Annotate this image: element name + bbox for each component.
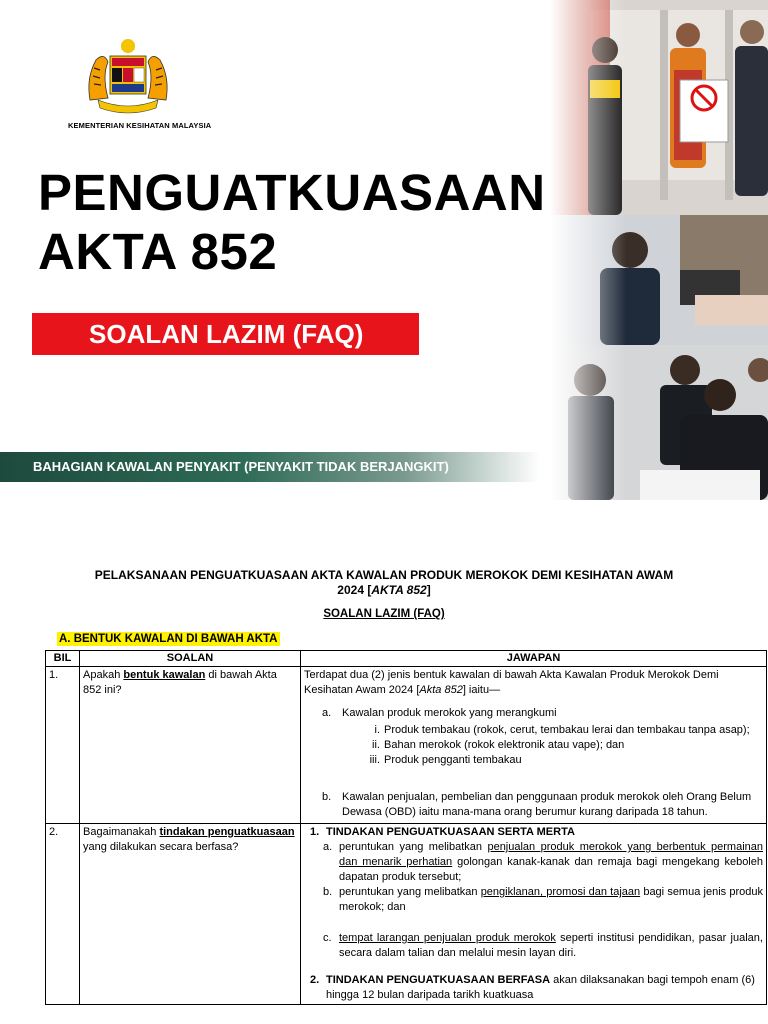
bil-cell: 1.: [46, 667, 80, 824]
list-keyword: tempat larangan penjualan produk merokok: [339, 932, 556, 944]
list-keyword: penjualan produk merokok yang berbentuk permainan dan menarik perhatian: [339, 841, 763, 868]
heading-text: TINDAKAN PENGUATKUASAAN SERTA MERTA: [326, 826, 575, 838]
question-text: Bagaimanakah: [83, 826, 160, 838]
list-marker: b.: [322, 791, 332, 803]
list-marker: i.: [374, 724, 380, 736]
act-name: Akta 852: [419, 684, 463, 696]
cover-title-line1: PENGUATKUASAAN: [38, 164, 546, 221]
answer-text: ] iaitu—: [462, 684, 501, 696]
list-item: [304, 840, 763, 885]
list-text: Produk tembakau (rokok, cerut, tembakau lerai dan tembakau tanpa asap);: [384, 724, 750, 736]
list-marker: iii.: [369, 754, 380, 766]
cover-section: [0, 0, 768, 500]
faq-banner: SOALAN LAZIM (FAQ): [32, 313, 419, 355]
answer-heading: [304, 825, 763, 840]
answer-heading: [304, 973, 763, 1003]
list-text: peruntukan yang melibatkan: [339, 886, 481, 898]
document-title: [40, 568, 728, 598]
question-text: Apakah: [83, 669, 124, 681]
crest-icon: [80, 38, 176, 116]
list-item: [304, 738, 763, 753]
heading-text: TINDAKAN PENGUATKUASAAN BERFASA: [326, 974, 551, 986]
answer-cell: [301, 667, 767, 824]
list-item: [304, 931, 763, 961]
answer-text: Terdapat dua (2) jenis bentuk kawalan di bawah Akta Kawalan Produk Merokok Demi Kesihatan Awam 2024 [: [304, 669, 719, 696]
list-marker: b.: [323, 886, 333, 898]
photo-collage: [530, 0, 768, 500]
list-item: [304, 723, 763, 738]
question-text: yang dilakukan secara berfasa?: [83, 841, 239, 853]
section-heading: A. BENTUK KAWALAN DI BAWAH AKTA: [59, 633, 278, 645]
list-item: [304, 885, 763, 915]
question-keyword: tindakan penguatkuasaan: [159, 826, 295, 838]
document-title-line2-post: ]: [426, 583, 431, 597]
bil-cell: 2.: [46, 824, 80, 1005]
list-item: [304, 706, 763, 721]
header-jawapan: JAWAPAN: [301, 651, 767, 667]
list-text: seperti institusi pendidikan, pasar jualan, secara dalam talian dan melalui mesin layan diri.: [339, 932, 763, 959]
table-row: [46, 667, 767, 824]
list-marker: a.: [323, 841, 333, 853]
table-header-row: [46, 651, 767, 667]
list-item: [304, 753, 763, 768]
list-keyword: pengiklanan, promosi dan tajaan: [480, 886, 641, 898]
list-text: peruntukan yang melibatkan: [339, 841, 488, 853]
division-bar: [0, 452, 540, 482]
document-title-act: AKTA 852: [371, 583, 427, 597]
question-text: di bawah Akta 852 ini?: [83, 669, 277, 696]
list-text: bagi semua jenis produk merokok; dan: [339, 886, 763, 913]
list-text: Bahan merokok (rokok elektronik atau vape); dan: [384, 739, 625, 751]
list-text: Produk pengganti tembakau: [384, 754, 522, 766]
document-subtitle: SOALAN LAZIM (FAQ): [323, 608, 445, 620]
question-cell: [80, 824, 301, 1005]
heading-number: 2.: [310, 974, 320, 986]
division-label: BAHAGIAN KAWALAN PENYAKIT (PENYAKIT TIDAK BERJANGKIT): [33, 459, 449, 474]
table-row: [46, 824, 767, 1005]
list-marker: a.: [322, 707, 332, 719]
heading-number: 1.: [310, 826, 320, 838]
list-text: golongan kanak-kanak dan remaja bagi mengekang keboleh dapatan produk tersebut;: [339, 856, 763, 883]
document-title-line1: PELAKSANAAN PENGUATKUASAAN AKTA KAWALAN PRODUK MEROKOK DEMI KESIHATAN AWAM: [94, 568, 674, 582]
list-item: [304, 790, 763, 820]
answer-intro: [304, 668, 763, 698]
list-marker: ii.: [372, 739, 380, 751]
header-soalan: SOALAN: [80, 651, 301, 667]
cover-title-line2: AKTA 852: [38, 223, 278, 280]
cover-title: [38, 163, 546, 281]
list-marker: c.: [323, 932, 332, 944]
list-text: Kawalan produk merokok yang merangkumi: [342, 707, 557, 719]
header-bil: BIL: [46, 651, 80, 667]
question-cell: [80, 667, 301, 824]
faq-table: [45, 650, 767, 1005]
answer-list: [304, 706, 763, 820]
ministry-label: KEMENTERIAN KESIHATAN MALAYSIA: [68, 121, 212, 130]
question-keyword: bentuk kawalan: [123, 669, 206, 681]
answer-cell: [301, 824, 767, 1005]
document-title-line2-pre: 2024 [: [337, 583, 372, 597]
heading-text-rest: akan dilaksanakan bagi tempoh enam (6) hingga 12 bulan daripada tarikh kuatkuasa: [326, 974, 755, 1001]
list-text: Kawalan penjualan, pembelian dan penggunaan produk merokok oleh Orang Belum Dewasa (OBD) iaitu mana-mana orang berumur kurang daripada 18 tahun.: [342, 791, 752, 818]
